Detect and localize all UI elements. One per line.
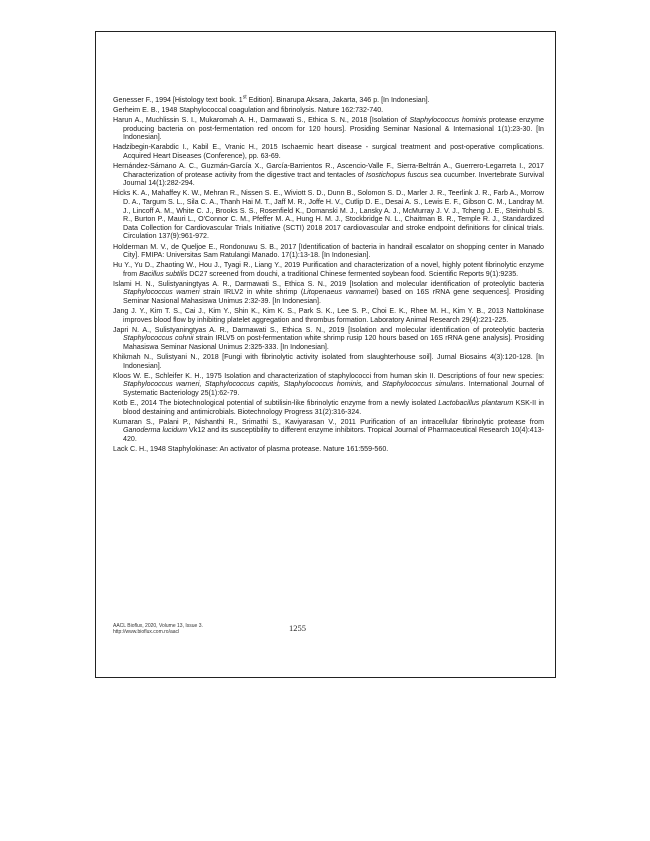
reference-text: Islami H. N., Sulistyaningtyas A. R., Darmawati S., Ethica S. N., 2019 [Isolation and molecular identification of proteolytic bacteria: [113, 279, 544, 288]
reference-text: Gerheim E. B., 1948 Staphylococcal coagulation and fibrinolysis. Nature 162:732-740.: [113, 106, 384, 115]
reference-text: Genesser F., 1994 [Histology text book. 1: [113, 96, 243, 104]
reference-text: Lack C. H., 1948 Staphylokinase: An activator of plasma protease. Nature 161:559-560.: [113, 445, 389, 454]
reference-entry: [113, 372, 544, 398]
reference-text: Japri N. A., Sulistyaningtyas A. R., Darmawati S., Ethica S. N., 2019 [Isolation and molecular identification of proteolytic bacteria: [113, 325, 544, 334]
reference-entry: [113, 106, 544, 115]
reference-entry: [113, 307, 544, 324]
reference-text: DC27 screened from douchi, a traditional Chinese fermented soybean food. Scientific Reports 9(1):9235.: [187, 269, 519, 278]
reference-text: Vk12 and its susceptibility to different enzyme inhibitors. Tropical Journal of Pharmaceutical Research 10(4):413-420.: [123, 426, 544, 443]
journal-info: [113, 623, 203, 635]
reference-list: [113, 96, 544, 455]
reference-text: sea cucumber. Invertebrate Survival Journal 14(1):282-294.: [123, 170, 544, 188]
reference-text: Hadzibegin-Karabdic I., Kabil E., Vranic H., 2015 Ischaemic heart disease - surgical treatment and post-operative complications. Acquired Heart Diseases (Conference), pp. 63-69.: [113, 143, 544, 161]
species-name: Bacillus subtilis: [139, 269, 188, 278]
species-name: Litopenaeus vannamei: [303, 288, 377, 297]
journal-url[interactable]: http://www.bioflux.com.ro/aacl: [113, 629, 180, 635]
reference-text: Jang J. Y., Kim T. S., Cai J., Kim Y., Shin K., Kim K. S., Park S. K., Lee S. P., Choi E. K., Rhee M. H., Kim Y. B., 2013 Nattokinase improves blood flow by inhibiting platelet aggregation and thrombus formation. Laboratory Animal Research 29(4):221-225.: [113, 307, 544, 324]
reference-text: Harun A., Muchlissin S. I., Mukaromah A. H., Darmawati S., Ethica S. N., 2018 [Isolation of: [113, 116, 410, 125]
reference-text: ) based on 16S rRNA gene sequences]. Prosiding Seminar Nasional Mahasiswa Unimus 2:32-39. [In Indonesian].: [123, 288, 545, 306]
page-frame: [95, 31, 556, 678]
species-name: Staphylococcus cohnii: [123, 334, 194, 343]
reference-entry: [113, 353, 544, 370]
reference-text: Hicks K. A., Mahaffey K. W., Mehran R., Nissen S. E., Wiviott S. D., Dunn B., Solomon S. D., Marler J. R., Teerlink J. R., Farb A., Morrow D. A., Targum S. L., Sila C. A., Thanh Hai M. T., Jaff M. R., Joffe H. V., Cutlip D. E., Desai A. S., Lewis E. F., Gibson C. M., Landray M. J., Lincoff A. M., White C. J., Brooks S. S., Rosenfield K., Domanski M. J., Lansky A. J., McMurray J. V. J., Tcheng J. E., Steinhubl S. R., Burton P., Mauri L., O'Connor C. M., Pfeffer M. A., Hung H. M. J., Stockbridge N. L., Chaitman B. R., Temple R. J., Standardized Data Collection for Cardiovascular Trials Initiative (SCTI) 2018 2017 cardiovascular and stroke endpoint definitions for clinical trials. Circulation 137(9):961-972.: [113, 189, 544, 241]
reference-text: strain IRLV5 on post-fermentation white shrimp rusip 120 hours based on 16S rRNA gene analysis]. Prosiding Mahasiswa Seminar Nasional Unimus 2:325-333. [In Indonesian].: [123, 334, 544, 352]
reference-text: strain IRLV2 in white shrimp (: [199, 288, 304, 297]
species-name: Lactobacillus plantarum: [438, 399, 514, 408]
reference-text: and: [363, 380, 383, 389]
reference-entry: [113, 418, 544, 444]
species-name: Staphylococcus warneri, Staphylococcus capitis, Staphylococcus hominis,: [123, 380, 364, 389]
species-name: Ganoderma lucidum: [123, 426, 187, 435]
reference-text: . International Journal of Systematic Bacteriology 25(1):62-79.: [123, 380, 545, 397]
journal-citation-line: AACL Bioflux, 2020, Volume 13, Issue 3.: [113, 623, 203, 629]
reference-text: Holderman M. V., de Queljoe E., Rondonuwu S. B., 2017 [Identification of bacteria in handrail escalator on shopping center in Manado City]. FMIPA: Universitas Sam Ratulangi Manado. 17(1):13-18. [In Indonesian].: [113, 242, 544, 260]
reference-entry: [113, 445, 544, 454]
reference-text: protease enzyme producing bacteria on post-fermentation red oncom for 120 hours]. Prosiding Seminar Nasional & Internasional 1(1):23-30. [In Indonesian].: [123, 116, 544, 142]
reference-entry: [113, 280, 544, 306]
reference-text: Khikmah N., Sulistyani N., 2018 [Fungi with fibrinolytic activity isolated from slaughterhouse soil]. Jurnal Biosains 4(3):120-128. [In Indonesian].: [113, 353, 544, 370]
reference-entry: [113, 189, 544, 241]
reference-entry: [113, 326, 544, 352]
species-name: Staphylococcus simulans: [382, 380, 464, 389]
reference-entry: [113, 243, 544, 260]
reference-entry: [113, 162, 544, 188]
reference-entry: [113, 399, 544, 416]
reference-text: Edition]. Binarupa Aksara, Jakarta, 346 p. [In Indonesian].: [246, 96, 430, 104]
reference-entry: [113, 96, 544, 105]
reference-entry: [113, 143, 544, 160]
reference-text: Kloos W. E., Schleifer K. H., 1975 Isolation and characterization of staphylococci from human skin II. Descriptions of four new species:: [113, 371, 544, 380]
page-number: 1255: [289, 623, 306, 633]
reference-text: Kotb E., 2014 The biotechnological potential of subtilisin-like fibrinolytic enzyme from a newly isolated: [113, 399, 439, 408]
reference-entry: [113, 261, 544, 278]
species-name: Staphylococcus warneri: [123, 288, 200, 297]
superscript: st: [242, 94, 247, 101]
reference-entry: [113, 116, 544, 142]
reference-text: Kumaran S., Palani P., Nishanthi R., Srimathi S., Kaviyarasan V., 2011 Purification of an intracellular fibrinolytic protease from: [113, 417, 544, 426]
page-footer: [113, 623, 544, 647]
reference-text: Hu Y., Yu D., Zhaoting W., Hou J., Tyagi R., Liang Y., 2019 Purification and characterization of a novel, highly potent fibrinolytic enzyme from: [113, 261, 544, 278]
species-name: Staphylococcus hominis: [409, 116, 487, 125]
species-name: Isostichopus fuscus: [365, 170, 428, 179]
reference-text: KSK-II in blood destaining and antimicrobials. Biotechnology Progress 31(2):316-324.: [123, 399, 545, 416]
reference-text: Hernández-Sámano A. C., Guzmán-García X., García-Barrientos R., Ascencio-Valle F., Sierra-Beltrán A., Guerrero-Legarreta I., 2017 Characterization of protease activity from the digestive tract and tentacles of: [113, 162, 544, 179]
